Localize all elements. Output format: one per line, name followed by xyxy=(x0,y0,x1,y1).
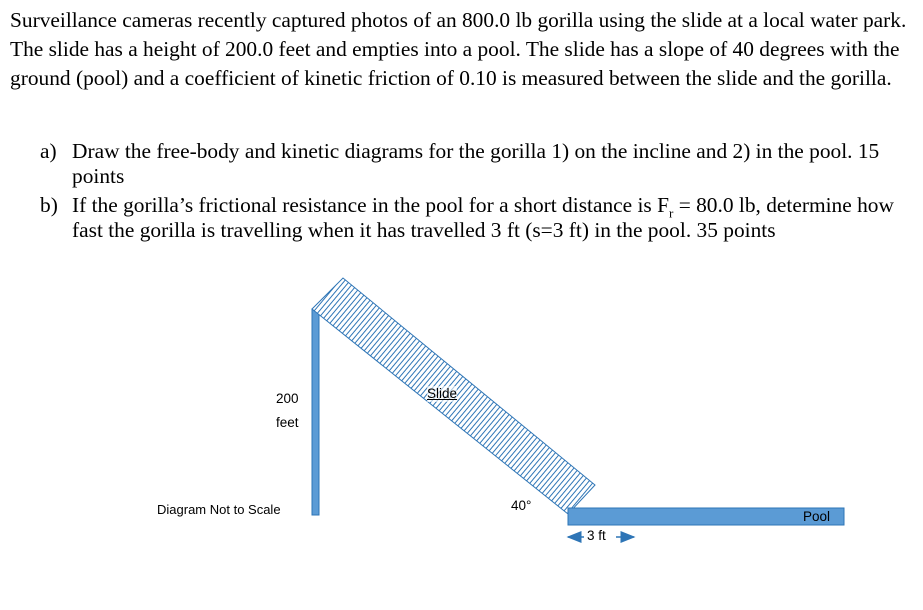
support-post xyxy=(312,309,319,515)
part-b-label: b) xyxy=(40,193,58,217)
height-unit-label: feet xyxy=(276,415,299,430)
friction-subscript: r xyxy=(669,205,674,221)
height-value-label: 200 xyxy=(276,391,299,406)
angle-label: 40° xyxy=(511,498,532,513)
problem-statement: Surveillance cameras recently captured photos of an 800.0 lb gorilla using the slide at a local water park. The slide has a height of 200.0 feet and empties into a pool. The slide has a slope of 40 degrees with the ground (pool) and a coefficient of kinetic friction of 0.10 is measured between the slide and the gorilla. xyxy=(10,8,907,90)
part-a-label: a) xyxy=(40,139,57,163)
distance-label: 3 ft xyxy=(587,528,606,543)
scale-note: Diagram Not to Scale xyxy=(157,502,281,517)
part-b-text-after: = 80.0 lb, determine how fast the gorilla is travelling when it has travelled 3 ft (s=3 ft) in the pool. 35 points xyxy=(72,193,894,242)
pool-label: Pool xyxy=(803,509,831,524)
slide-label: Slide xyxy=(427,386,458,401)
part-a-text: Draw the free-body and kinetic diagrams for the gorilla 1) on the incline and 2) in the pool. 15 points xyxy=(72,139,880,188)
part-b-text-before: If the gorilla’s frictional resistance in the pool for a short distance is F xyxy=(72,193,669,217)
